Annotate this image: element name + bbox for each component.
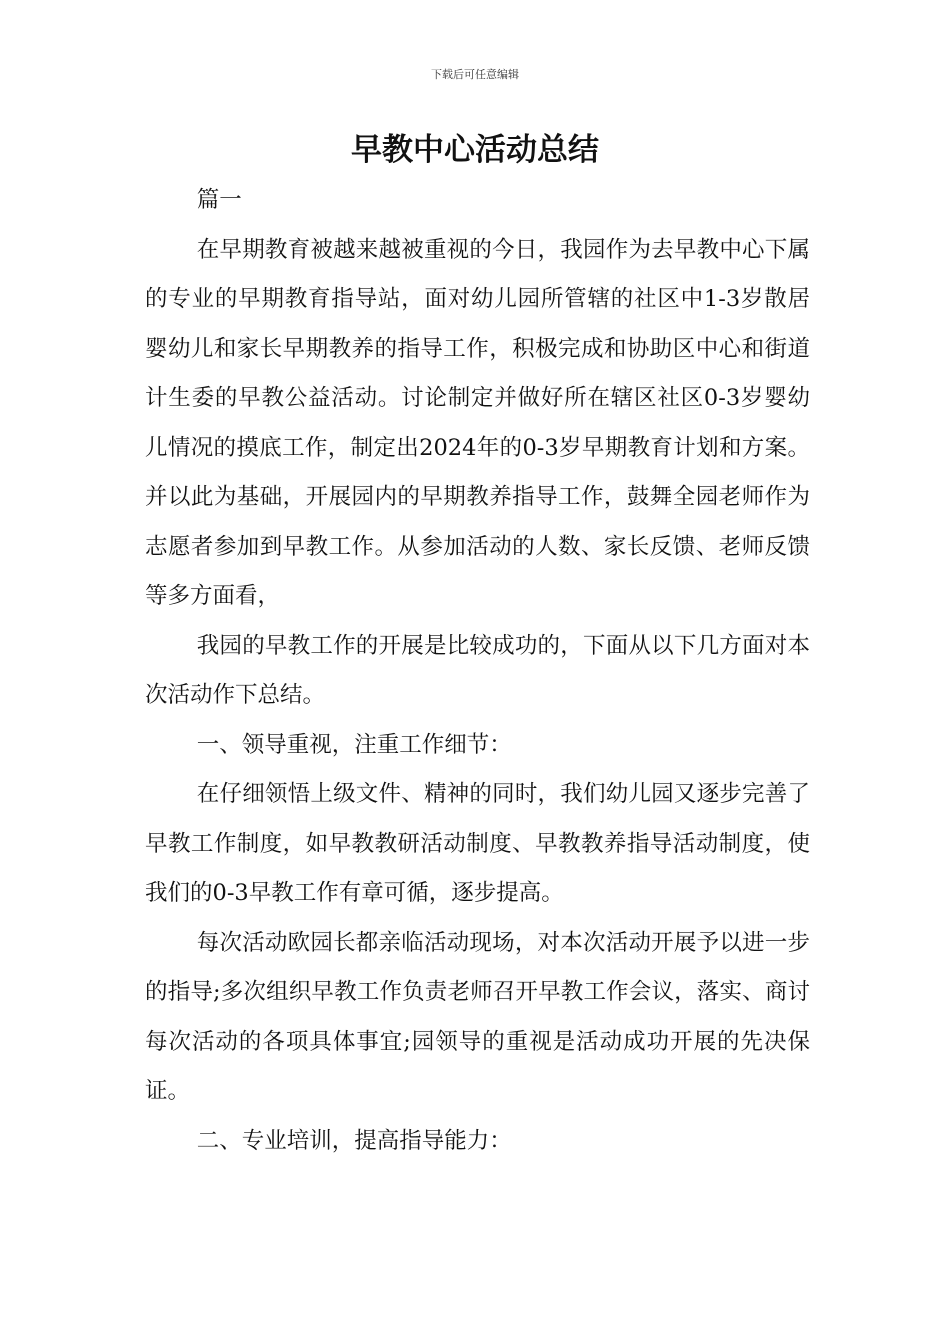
body-paragraph: 我园的早教工作的开展是比较成功的，下面从以下几方面对本次活动作下总结。 (145, 632, 810, 708)
body-paragraph: 在早期教育被越来越被重视的今日，我园作为去早教中心下属的专业的早期教育指导站，面对幼儿园所管辖的社区中1-3岁散居婴幼儿和家长早期教养的指导工作，积极完成和协助区中心和街道计生委的早教公益活动。讨论制定并做好所在辖区社区0-3岁婴幼儿情况的摸底工作，制定出2024年的0-3岁早期教育计划和方案。并以此为基础，开展园内的早期教养指导工作，鼓舞全园老师作为志愿者参加到早教工作。从参加活动的人数、家长反馈、老师反馈等多方面看， (145, 236, 810, 609)
body-paragraph: 在仔细领悟上级文件、精神的同时，我们幼儿园又逐步完善了早教工作制度，如早教教研活动制度、早教教养指导活动制度，使我们的0-3早教工作有章可循，逐步提高。 (145, 781, 810, 906)
document-title: 早教中心活动总结 (351, 132, 599, 168)
header-note: 下载后可任意编辑 (431, 68, 519, 81)
body-paragraph: 每次活动欧园长都亲临活动现场，对本次活动开展予以进一步的指导;多次组织早教工作负责老师召开早教工作会议，落实、商讨每次活动的各项具体事宜;园领导的重视是活动成功开展的先决保证。 (145, 929, 810, 1104)
section-heading: 一、领导重视，注重工作细节： (196, 731, 512, 758)
section-label: 篇一 (196, 187, 242, 213)
section-heading: 二、专业培训，提高指导能力： (196, 1127, 512, 1154)
document-body (145, 176, 810, 1166)
